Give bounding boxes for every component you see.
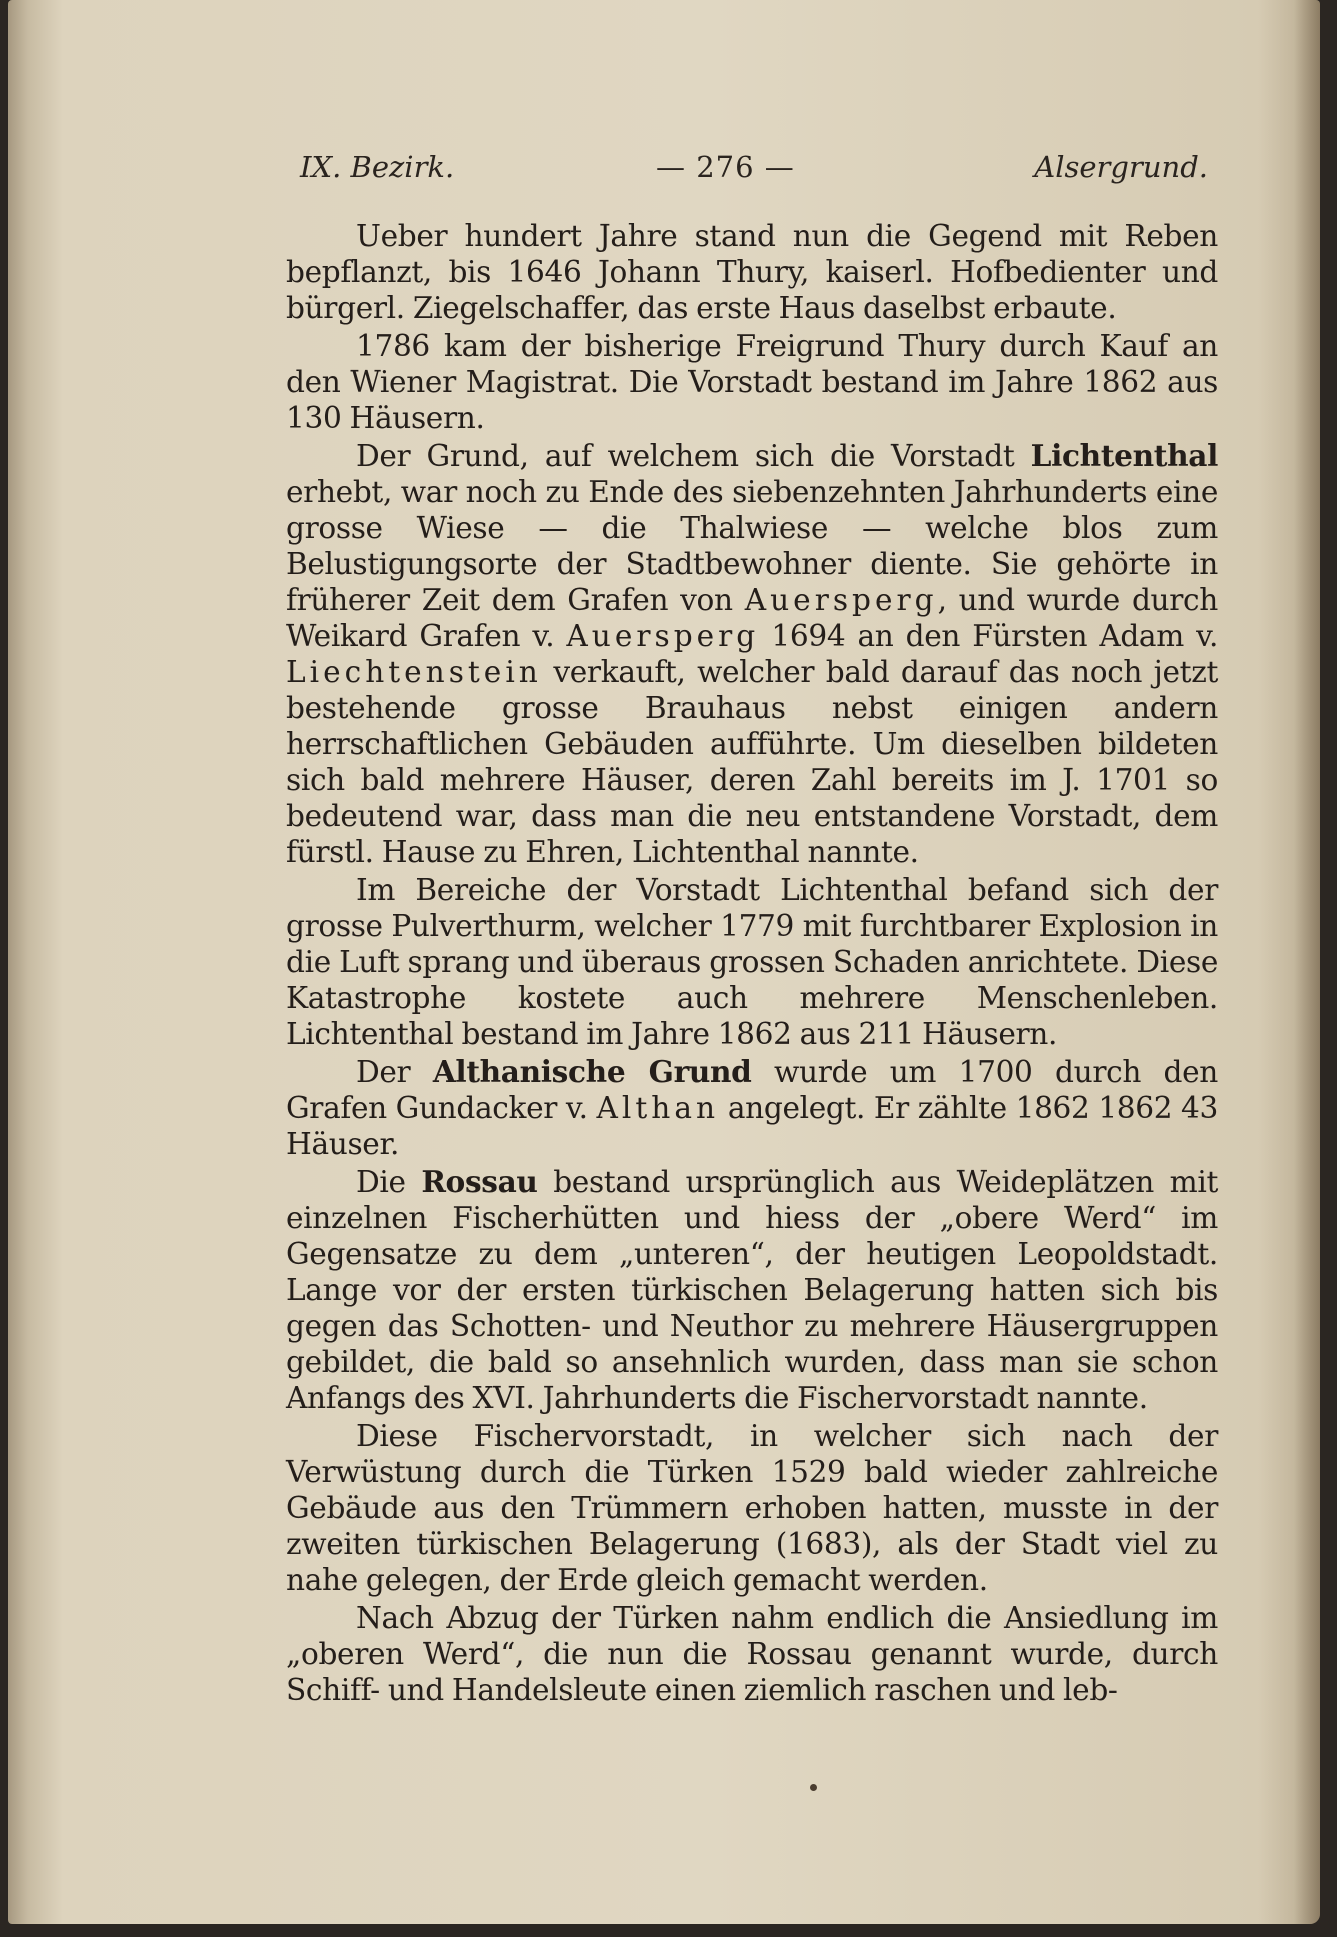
- paragraph-5-text: angelegt. Er zählte 1862 1862 43 Häuser.: [286, 1091, 1218, 1161]
- book-page: [8, 0, 1320, 1924]
- paragraph-1: Ueber hundert Jahre stand nun die Gegend mit Reben bepflanzt, bis 1646 Johann Thury, kaiserl. Hofbedienter und bürgerl. Ziegelschaffer, das erste Haus daselbst erbaute.: [286, 219, 1218, 325]
- paragraph-8: Nach Abzug der Türken nahm endlich die Ansiedlung im „oberen Werd“, die nun die Rossau genannt wurde, durch Schiff- und Handelsleute einen ziemlich raschen und leb-: [286, 1601, 1218, 1707]
- print-dot: [810, 1784, 817, 1791]
- place-name-althanische-grund: Althanische Grund: [432, 1054, 752, 1089]
- body-text: [286, 218, 1218, 1710]
- paragraph-3-text: verkauft, welcher bald darauf das noch jetzt bestehende grosse Brauhaus nebst einigen andern herrschaftlichen Gebäuden aufführte. Um dieselben bildeten sich bald mehrere Häuser, deren Zahl bereits im J. 1701 so bedeutend war, dass man die neu entstandene Vorstadt, dem fürstl. Hause zu Ehren, Lichtenthal nannte.: [286, 655, 1218, 869]
- header-district: IX. Bezirk.: [300, 150, 455, 184]
- paragraph-4: Im Bereiche der Vorstadt Lichtenthal befand sich der grosse Pulverthurm, welcher 1779 mit furchtbarer Explosion in die Luft sprang und überaus grossen Schaden anrichtete. Diese Katastrophe kostete auch mehrere Menschenleben. Lichtenthal bestand im Jahre 1862 aus 211 Häusern.: [286, 873, 1218, 1051]
- paragraph-6: [286, 1164, 1218, 1416]
- paragraph-5-text: wurde um 1700 durch den Grafen Gundacker v.: [286, 1055, 1218, 1125]
- paragraph-3-text: erhebt, war noch zu Ende des siebenzehnten Jahrhunderts eine grosse Wiese — die Thalwiese — welche blos zum Belustigungsorte der Stadtbewohner diente. Sie gehörte in früherer Zeit dem Grafen von: [286, 475, 1218, 617]
- paragraph-3: [286, 438, 1218, 870]
- header-section: Alsergrund.: [1034, 150, 1208, 184]
- person-name-liechtenstein: Liechtenstein: [286, 655, 542, 689]
- paragraph-3-text: Der Grund, auf welchem sich die Vorstadt: [356, 439, 1031, 473]
- running-header: [300, 150, 1208, 200]
- paragraph-3-text: 1694 an den Fürsten Adam v.: [759, 619, 1218, 653]
- paragraph-6-text: bestand ursprünglich aus Weideplätzen mit einzelnen Fischerhütten und hiess der „obere Werd“ im Gegensatze zu dem „unteren“, der heutigen Leopoldstadt. Lange vor der ersten türkischen Belagerung hatten sich bis gegen das Schotten- und Neuthor zu mehrere Häusergruppen gebildet, die bald so ansehnlich wurden, dass man sie schon Anfangs des XVI. Jahrhunderts die Fischervorstadt nannte.: [286, 1165, 1218, 1415]
- paragraph-5: [286, 1054, 1218, 1162]
- paragraph-3-text: , und wurde durch Weikard Grafen v.: [286, 583, 1218, 653]
- paragraph-5-text: Der: [356, 1055, 433, 1089]
- person-name-althan: Althan: [596, 1091, 720, 1125]
- place-name-rossau: Rossau: [421, 1164, 538, 1199]
- place-name-lichtenthal: Lichtenthal: [1030, 438, 1218, 473]
- page-number: — 276 —: [656, 150, 795, 184]
- person-name-auersperg: Auersperg: [744, 583, 938, 617]
- paragraph-6-text: Die: [356, 1165, 422, 1199]
- paragraph-2: 1786 kam der bisherige Freigrund Thury durch Kauf an den Wiener Magistrat. Die Vorstadt bestand im Jahre 1862 aus 130 Häusern.: [286, 329, 1218, 435]
- paragraph-7: Diese Fischervorstadt, in welcher sich nach der Verwüstung durch die Türken 1529 bald wieder zahlreiche Gebäude aus den Trümmern erhoben hatten, musste in der zweiten türkischen Belagerung (1683), als der Stadt viel zu nahe gelegen, der Erde gleich gemacht werden.: [286, 1419, 1218, 1597]
- person-name-auersperg: Auersperg: [566, 619, 760, 653]
